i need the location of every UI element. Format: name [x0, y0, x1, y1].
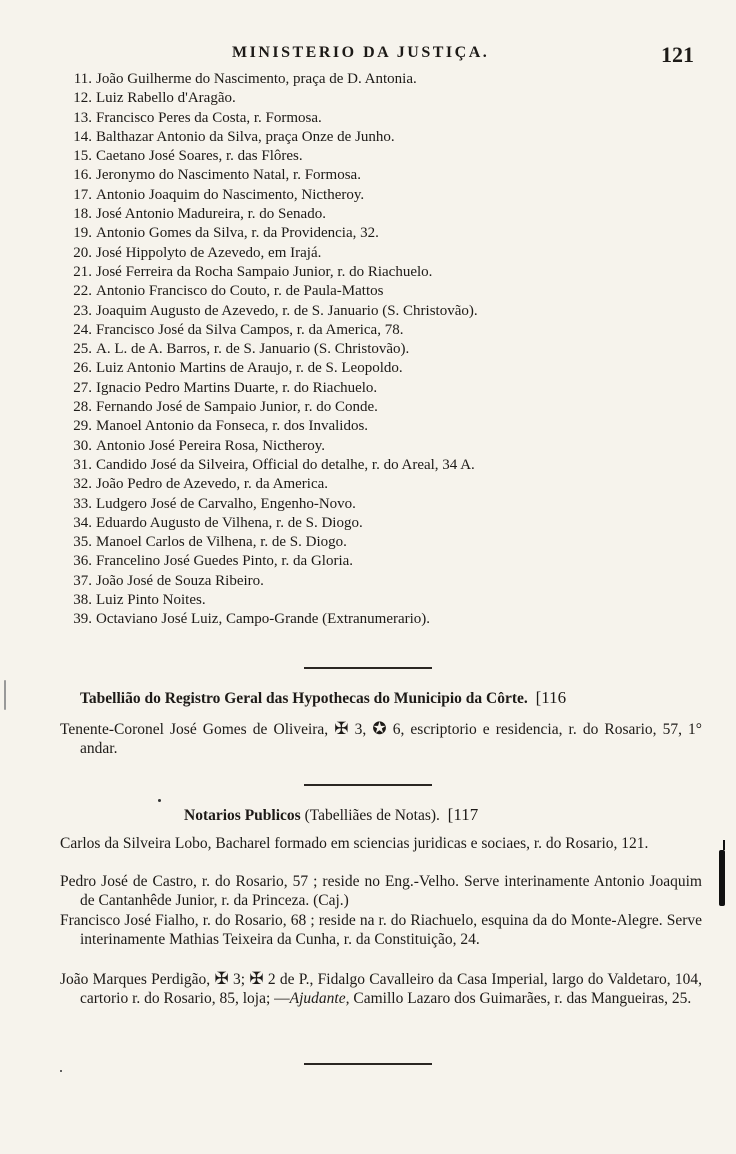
list-item-text: José Hippolyto de Azevedo, em Irajá.	[96, 244, 322, 261]
header-title: MINISTERIO DA JUSTIÇA.	[232, 44, 490, 61]
list-item-text: Eduardo Augusto de Vilhena, r. de S. Diogo.	[96, 514, 363, 531]
list-item-number: 34.	[73, 514, 92, 531]
list-item	[52, 340, 712, 359]
section-divider	[304, 784, 432, 786]
list-item-text: Luiz Rabello d'Aragão.	[96, 90, 236, 107]
list-item-number: 14.	[73, 128, 92, 145]
list-item-text: Antonio Francisco do Couto, r. de Paula-Mattos	[96, 283, 384, 300]
list-item	[52, 552, 712, 571]
list-item-number: 30.	[73, 437, 92, 454]
assistant-label: Ajudante,	[289, 990, 350, 1008]
notary-entry	[60, 969, 702, 1009]
list-item-text: João José de Souza Ribeiro.	[96, 572, 264, 589]
list-item	[52, 70, 712, 89]
list-item-number: 26.	[73, 360, 92, 377]
registry-entry-address: escriptorio e residencia, r. do Rosario, 57, 1° andar.	[80, 721, 703, 758]
list-item-text: Antonio Joaquim do Nascimento, Nictheroy.	[96, 186, 365, 203]
list-item	[52, 475, 712, 494]
list-item	[52, 282, 712, 301]
list-item-text: Octaviano José Luiz, Campo-Grande (Extranumerario).	[96, 611, 431, 628]
list-item	[52, 89, 712, 108]
print-speck	[60, 1070, 62, 1072]
list-item	[52, 417, 712, 436]
print-speck	[158, 799, 161, 802]
list-item	[52, 186, 712, 205]
ink-mark	[723, 840, 725, 850]
cross-decoration-icon: ✠	[249, 969, 264, 988]
list-item-text: José Antonio Madureira, r. do Senado.	[96, 206, 326, 223]
notaries-section-title	[184, 805, 736, 825]
list-item-number: 23.	[73, 302, 92, 319]
notaries-title-text: Notarios Publicos	[184, 807, 301, 824]
list-item-number: 15.	[73, 148, 92, 165]
list-item-number: 37.	[73, 572, 92, 589]
list-item	[52, 610, 712, 629]
list-item-number: 22.	[73, 283, 92, 300]
section-divider	[304, 1063, 432, 1065]
list-item	[52, 572, 712, 591]
list-item-number: 11.	[73, 71, 92, 87]
list-item	[52, 263, 712, 282]
list-item	[52, 147, 712, 166]
list-item-text: Antonio José Pereira Rosa, Nictheroy.	[96, 437, 325, 454]
list-item-number: 35.	[73, 534, 92, 551]
list-item-text: Luiz Pinto Noites.	[96, 592, 206, 609]
page-header	[0, 44, 736, 70]
list-item-number: 36.	[73, 553, 92, 570]
list-item-text: José Ferreira da Rocha Sampaio Junior, r. do Riachuelo.	[96, 263, 433, 280]
list-item-text: João Pedro de Azevedo, r. da America.	[96, 476, 329, 493]
list-item-number: 27.	[73, 379, 92, 396]
list-item	[52, 495, 712, 514]
list-item-number: 28.	[73, 399, 92, 416]
list-item-number: 29.	[73, 418, 92, 435]
list-item	[52, 456, 712, 475]
list-item	[52, 321, 712, 340]
list-item-text: João Guilherme do Nascimento, praça de D. Antonia.	[96, 71, 417, 87]
list-item-number: 39.	[73, 611, 92, 628]
list-item-number: 24.	[73, 321, 92, 338]
assistant-name: Camillo Lazaro dos Guimarães, r. das Mangueiras, 25.	[353, 990, 692, 1008]
list-item-number: 12.	[73, 90, 92, 107]
list-item	[52, 128, 712, 147]
page-edge-mark	[4, 680, 6, 710]
list-item	[52, 205, 712, 224]
notary-entry: Pedro José de Castro, r. do Rosario, 57 ; reside no Eng.-Velho. Serve interinamente Antonio Joaquim de Cantanhêde Junior, r. da Princeza. (Caj.)	[60, 873, 702, 910]
list-item-text: Francisco Peres da Costa, r. Formosa.	[96, 109, 322, 126]
list-item	[52, 591, 712, 610]
list-item	[52, 244, 712, 263]
registry-title-text: Tabellião do Registro Geral das Hypothecas do Municipio da Côrte.	[80, 690, 528, 707]
list-item-text: Joaquim Augusto de Azevedo, r. de S. Januario (S. Christovão).	[96, 302, 478, 319]
list-item-number: 33.	[73, 495, 92, 512]
list-item	[52, 398, 712, 417]
list-item-number: 31.	[73, 456, 92, 473]
list-item-number: 32.	[73, 476, 92, 493]
list-item-number: 20.	[73, 244, 92, 261]
notary-entry: Francisco José Fialho, r. do Rosario, 68 ; reside na r. do Riachuelo, esquina da do Monte-Alegre. Serve interinamente Mathias Teixeira da Cunha, r. da Constituição, 24.	[60, 912, 702, 949]
list-item	[52, 514, 712, 533]
list-item-number: 21.	[73, 263, 92, 280]
list-item-number: 13.	[73, 109, 92, 126]
list-item-text: Francisco José da Silva Campos, r. da America, 78.	[96, 321, 404, 338]
registry-section-title	[80, 688, 690, 708]
list-item-text: Manoel Carlos de Vilhena, r. de S. Diogo.	[96, 534, 347, 551]
list-item-text: A. L. de A. Barros, r. de S. Januario (S. Christovão).	[96, 341, 410, 358]
cross-decoration-icon: ✠	[334, 719, 349, 738]
list-item-text: Ignacio Pedro Martins Duarte, r. do Riachuelo.	[96, 379, 378, 396]
list-item	[52, 533, 712, 552]
notary-name: João Marques Perdigão,	[60, 971, 211, 988]
list-item-number: 17.	[73, 186, 92, 203]
decoration-number: 6,	[392, 721, 405, 738]
list-item-text: Fernando José de Sampaio Junior, r. do Conde.	[96, 399, 378, 416]
list-item	[52, 166, 712, 185]
section-divider	[304, 667, 432, 669]
list-item	[52, 359, 712, 378]
registry-ref: [116	[535, 688, 567, 707]
list-item-number: 18.	[73, 206, 92, 223]
list-item	[52, 109, 712, 128]
list-item-number: 19.	[73, 225, 92, 242]
decoration-number: 3,	[354, 721, 367, 738]
appointee-list	[52, 70, 712, 630]
list-item-text: Antonio Gomes da Silva, r. da Providencia, 32.	[96, 225, 379, 242]
list-item-text: Ludgero José de Carvalho, Engenho-Novo.	[96, 495, 356, 512]
list-item-number: 38.	[73, 592, 92, 609]
registry-entry-name: Tenente-Coronel José Gomes de Oliveira,	[60, 721, 329, 738]
list-item-text: Manoel Antonio da Fonseca, r. dos Invalidos.	[96, 418, 369, 435]
list-item-text: Caetano José Soares, r. das Flôres.	[96, 148, 303, 165]
notary-entry: Carlos da Silveira Lobo, Bacharel formado em sciencias juridicas e sociaes, r. do Rosario, 121.	[60, 835, 649, 852]
list-item-text: Luiz Antonio Martins de Araujo, r. de S. Leopoldo.	[96, 360, 403, 377]
notary-details: 2 de P., Fidalgo Cavalleiro da Casa Imperial, largo do Valdetaro, 104, cartorio r. do Rosario, 85, loja; —	[80, 971, 703, 1008]
page-number: 121	[661, 42, 694, 67]
list-item-text: Jeronymo do Nascimento Natal, r. Formosa.	[96, 167, 361, 184]
list-item-text: Candido José da Silveira, Official do detalhe, r. do Areal, 34 A.	[96, 456, 475, 473]
list-item-text: Francelino José Guedes Pinto, r. da Gloria.	[96, 553, 354, 570]
list-item-text: Balthazar Antonio da Silva, praça Onze de Junho.	[96, 128, 395, 145]
list-item	[52, 224, 712, 243]
list-item-number: 16.	[73, 167, 92, 184]
list-item-number: 25.	[73, 341, 92, 358]
list-item	[52, 379, 712, 398]
ink-mark	[719, 850, 725, 906]
list-item	[52, 437, 712, 456]
notaries-ref: [117	[447, 805, 479, 824]
notaries-subtitle: (Tabelliães de Notas).	[304, 807, 440, 824]
cross-decoration-icon: ✠	[214, 969, 229, 988]
rose-decoration-icon: ✪	[372, 719, 387, 738]
decoration-number: 3;	[232, 971, 246, 988]
list-item	[52, 302, 712, 321]
registry-entry	[60, 719, 702, 759]
